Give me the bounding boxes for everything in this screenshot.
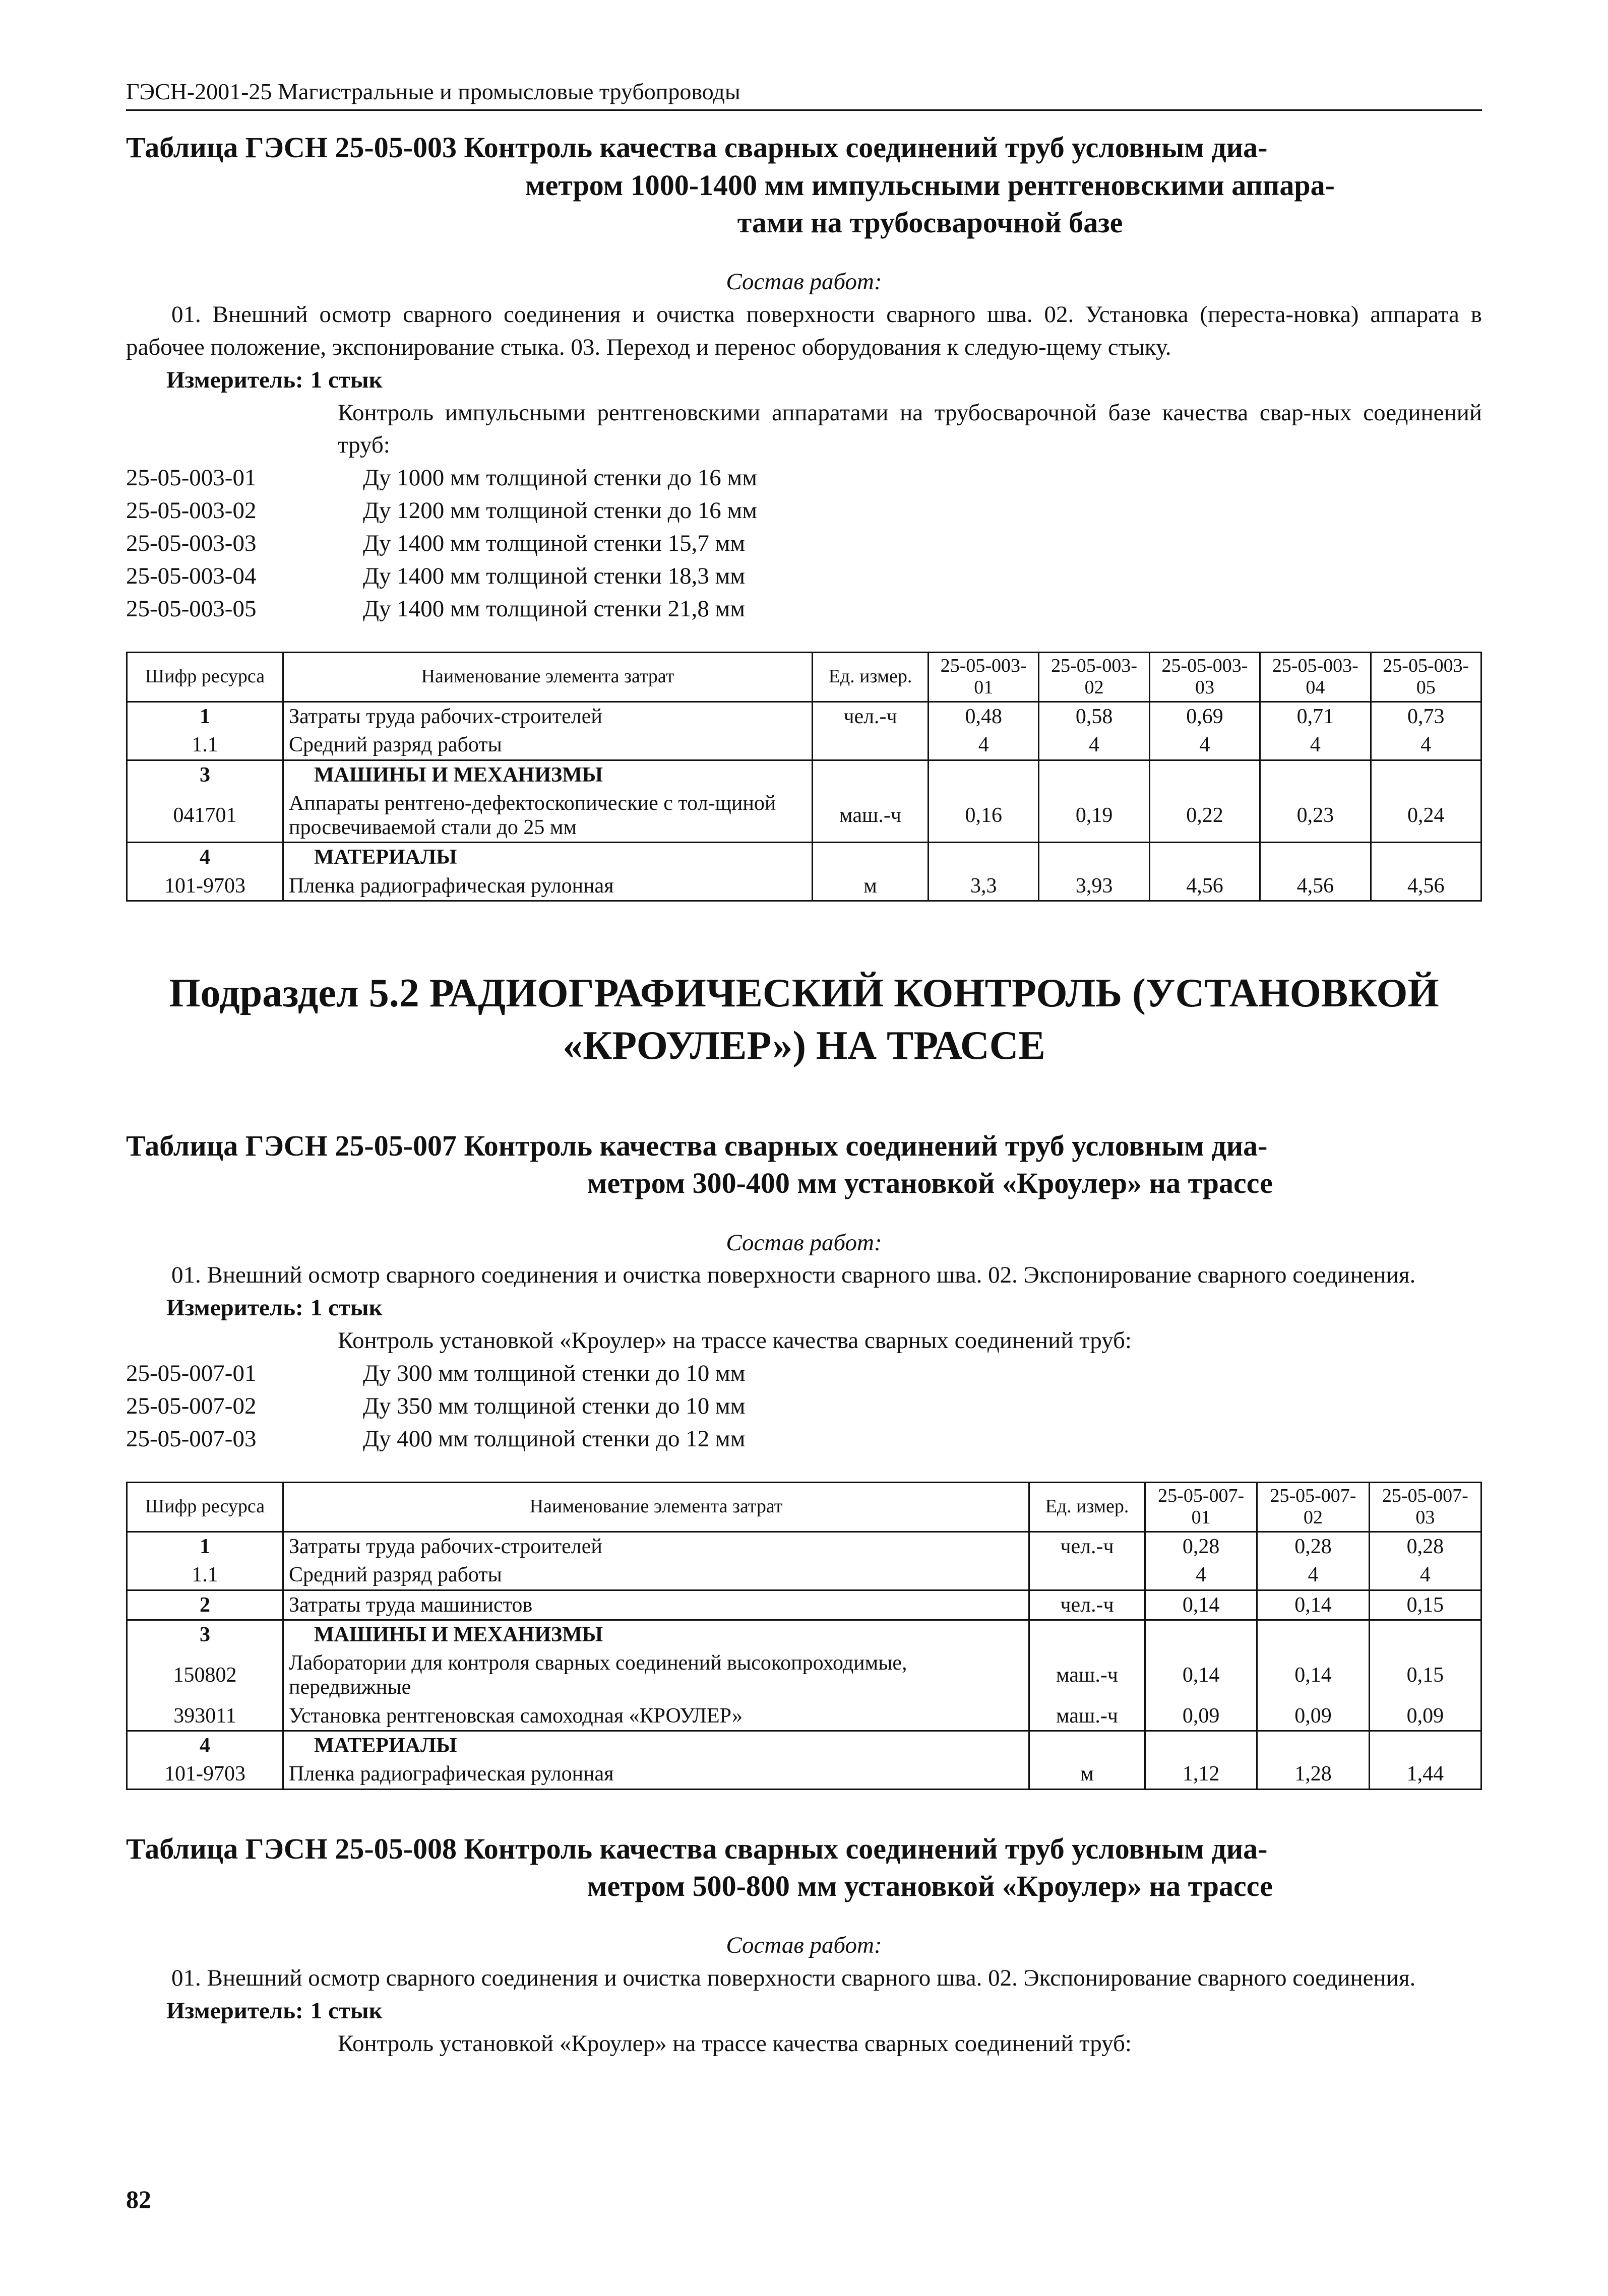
table-row: 3 МАШИНЫ И МЕХАНИЗМЫ bbox=[127, 760, 1481, 789]
codes-intro: Контроль установкой «Кроулер» на трассе качества сварных соединений труб: bbox=[338, 2030, 1132, 2057]
list-item: 25-05-007-01 Ду 300 мм толщиной стенки до 10 мм bbox=[126, 1360, 746, 1386]
list-item: 25-05-007-02 Ду 350 мм толщиной стенки до 10 мм bbox=[126, 1392, 746, 1419]
codes-intro: Контроль установкой «Кроулер» на трассе качества сварных соединений труб: bbox=[338, 1327, 1132, 1354]
table-header-row: Шифр ресурса Наименование элемента затрат Ед. измер. 25-05-003-01 25-05-003-02 25-05-003-03 25-05-003-04 25-05-003-05 bbox=[127, 652, 1481, 701]
table-section-25-05-003 bbox=[126, 129, 1482, 902]
page-number: 82 bbox=[126, 2185, 151, 2213]
table-row: 1.1 Средний разряд работы 4 4 4 bbox=[127, 1561, 1481, 1590]
table-row: 393011 Установка рентгеновская самоходная «КРОУЛЕР» маш.-ч 0,09 0,09 0,09 bbox=[127, 1702, 1481, 1731]
table-row: 2 Затраты труда машинистов чел.-ч 0,14 0,14 0,15 bbox=[127, 1590, 1481, 1620]
list-item: 25-05-003-04 Ду 1400 мм толщиной стенки 18,3 мм bbox=[126, 562, 746, 589]
list-item: 25-05-003-05 Ду 1400 мм толщиной стенки 21,8 мм bbox=[126, 595, 746, 622]
code-list bbox=[126, 462, 1482, 625]
work-composition-heading: Состав работ: bbox=[726, 269, 882, 295]
table-row: 1.1 Средний разряд работы 4 4 4 4 4 bbox=[127, 731, 1481, 760]
table-row: 4 МАТЕРИАЛЫ bbox=[127, 1731, 1481, 1760]
resource-table bbox=[126, 652, 1482, 902]
list-item: 25-05-003-01 Ду 1000 мм толщиной стенки до 16 мм bbox=[126, 465, 757, 491]
work-composition-text: 01. Внешний осмотр сварного соединения и очистка поверхности сварного шва. 02. Экспонирование сварного соединения. bbox=[171, 1262, 1416, 1289]
table-title: Таблица ГЭСН 25-05-007 Контроль качества сварных соединений труб условным диа- метром 300-400 мм установкой «Кроулер» на трассе bbox=[126, 1129, 1273, 1200]
list-item: 25-05-007-03 Ду 400 мм толщиной стенки до 12 мм bbox=[126, 1425, 746, 1452]
code-list bbox=[126, 1357, 1482, 1455]
table-header-row: Шифр ресурса Наименование элемента затрат Ед. измер. 25-05-007-01 25-05-007-02 25-05-007-03 bbox=[127, 1482, 1481, 1532]
work-composition-heading: Состав работ: bbox=[726, 1932, 882, 1959]
measure-unit: Измеритель: 1 стык bbox=[166, 1295, 383, 1321]
table-title: Таблица ГЭСН 25-05-003 Контроль качества сварных соединений труб условным диа- метром 1000-1400 мм импульсными рентгеновскими аппара- тами на трубосварочной базе bbox=[126, 131, 1335, 239]
subsection-title: Подраздел 5.2 РАДИОГРАФИЧЕСКИЙ КОНТРОЛЬ (УСТАНОВКОЙ «КРОУЛЕР») НА ТРАССЕ bbox=[169, 971, 1439, 1068]
table-row: 101-9703 Пленка радиографическая рулонная м 3,3 3,93 4,56 4,56 4,56 bbox=[127, 872, 1481, 901]
table-row: 4 МАТЕРИАЛЫ bbox=[127, 843, 1481, 872]
resource-table-wrap bbox=[126, 652, 1482, 902]
table-section-25-05-008 bbox=[126, 1830, 1482, 2060]
resource-table bbox=[126, 1482, 1482, 1790]
work-composition-text: 01. Внешний осмотр сварного соединения и очистка поверхности сварного шва. 02. Экспонирование сварного соединения. bbox=[171, 1964, 1416, 1991]
table-row: 101-9703 Пленка радиографическая рулонная м 1,12 1,28 1,44 bbox=[127, 1760, 1481, 1789]
table-row: 3 МАШИНЫ И МЕХАНИЗМЫ bbox=[127, 1620, 1481, 1649]
running-head: ГЭСН-2001-25 Магистральные и промысловые трубопроводы bbox=[126, 76, 1482, 111]
list-item: 25-05-003-02 Ду 1200 мм толщиной стенки до 16 мм bbox=[126, 497, 757, 524]
measure-unit: Измеритель: 1 стык bbox=[166, 1997, 383, 2024]
table-title: Таблица ГЭСН 25-05-008 Контроль качества сварных соединений труб условным диа- метром 500-800 мм установкой «Кроулер» на трассе bbox=[126, 1832, 1273, 1902]
table-section-25-05-007 bbox=[126, 1127, 1482, 1790]
resource-table-wrap bbox=[126, 1482, 1482, 1790]
table-row: 1 Затраты труда рабочих-строителей чел.-ч 0,48 0,58 0,69 0,71 0,73 bbox=[127, 702, 1481, 731]
table-row: 150802 Лаборатории для контроля сварных соединений высокопроходимые, передвижные маш.-ч 0,14 0,14 0,15 bbox=[127, 1649, 1481, 1702]
table-row: 041701 Аппараты рентгено-дефектоскопические с тол-щиной просвечиваемой стали до 25 мм маш.-ч 0,16 0,19 0,22 0,23 0,24 bbox=[127, 789, 1481, 843]
work-composition-heading: Состав работ: bbox=[726, 1229, 882, 1256]
measure-unit: Измеритель: 1 стык bbox=[166, 366, 383, 393]
list-item: 25-05-003-03 Ду 1400 мм толщиной стенки 15,7 мм bbox=[126, 530, 746, 557]
table-row: 1 Затраты труда рабочих-строителей чел.-ч 0,28 0,28 0,28 bbox=[127, 1532, 1481, 1561]
work-composition-text: 01. Внешний осмотр сварного соединения и очистка поверхности сварного шва. 02. Установка (переста-новка) аппарата в рабочее положение, экспонирование стыка. 03. Переход и перенос оборудования к следую-щему стыку. bbox=[126, 301, 1482, 360]
codes-intro: Контроль импульсными рентгеновскими аппаратами на трубосварочной базе качества свар-ных соединений труб: bbox=[338, 399, 1482, 459]
